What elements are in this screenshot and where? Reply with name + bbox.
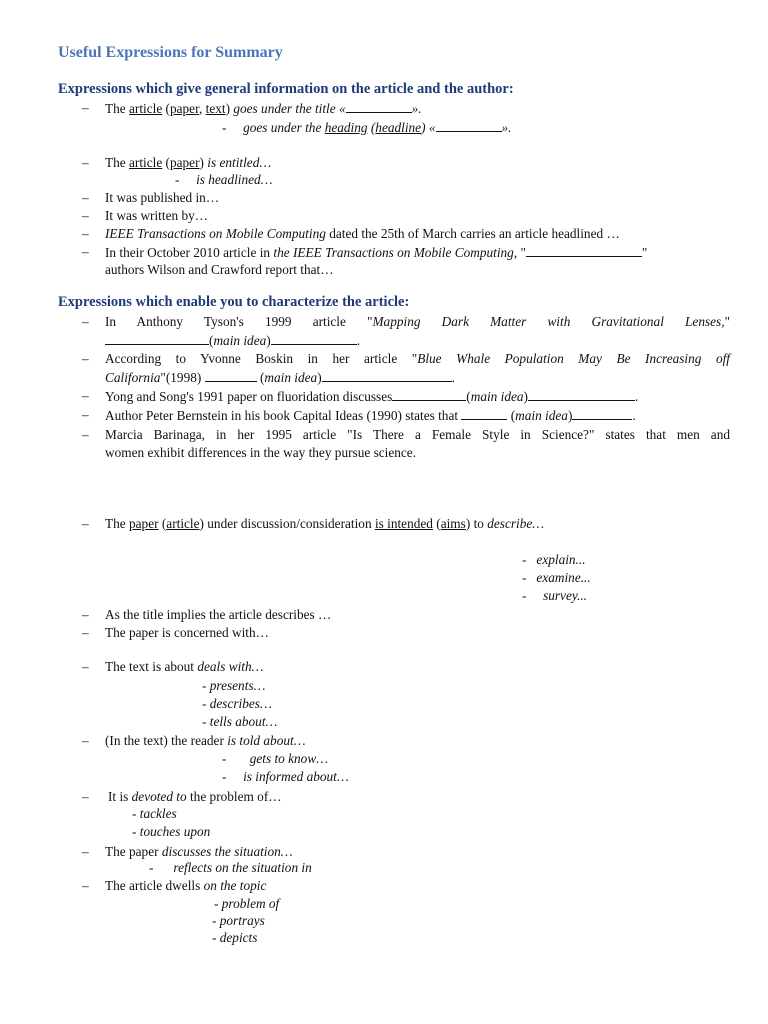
document-page: Useful Expressions for Summary Expressions which give general information on the article and the author: – The article (paper, text) goes under the title « ». - goes under the heading (headline) « ». – The article (paper) is entitled… - is headlined… – It was published in… – It was written by… – IEEE Transactions on Mobile Computing dated the 25th of March carries an article headlined … – In their October 2010 article in the IEEE Transactions on Mobile Computing, " " authors Wilson and Crawford report that… Expressions which enable you to characterize the article: – In Anthony Tyson's 1999 article "Mapping Dark Matter with Gravitational Lenses," (main idea) . – According to Yvonne Boskin in her article "Blue Whale Population May Be Increasing off California"(1998) (main idea) . – Yong and Song's 1991 paper on fluoridation discusses (main idea) . – Author Peter Bernstein in his book Capital Ideas (1990) states that (main idea) . – Marcia Barinaga, in her 1995 article "Is There a Female Style in Science?" states that men and women exhibit differences in the way they pursue science. – The paper (article) under discussion/consideration is intended (aims) to describe… - explain... - examine... - survey... – As the title implies the article describes … – The paper is concerned with… – The text is about deals with… - presents… - describes… - tells about… – (In the text) the reader is told about… - gets to know… - is informed about… – It is devoted to the problem of… - tackles - touches upon – The paper discusses the situation… - reflects on the situation in – The article dwells on the topic - problem of - portrays - depicts	[58, 44, 730, 945]
sub-item: - explain...	[522, 552, 586, 567]
sub-item: - examine...	[522, 570, 591, 585]
sub-item: - is headlined…	[175, 172, 273, 187]
sub-item: - presents…	[202, 678, 266, 693]
sub-item: - problem of	[214, 896, 280, 911]
section-heading-general-info: Expressions which give general information on the article and the author:	[58, 81, 514, 97]
fill-blank	[346, 99, 412, 113]
sub-item: - gets to know…	[222, 751, 329, 766]
sub-item: - tells about…	[202, 714, 278, 729]
bullet-dash: –	[82, 100, 89, 115]
sub-item: - portrays	[212, 913, 265, 928]
fill-blank	[271, 331, 357, 345]
sub-item: - touches upon	[132, 824, 211, 839]
sub-item: - tackles	[132, 806, 177, 821]
sub-item: - reflects on the situation in	[149, 860, 312, 875]
section-heading-characterize: Expressions which enable you to characterize the article:	[58, 294, 410, 310]
sub-item: - depicts	[212, 930, 258, 945]
fill-blank	[572, 406, 632, 420]
fill-blank	[322, 368, 452, 382]
sub-item: - goes under the heading (headline) « ».	[222, 120, 512, 135]
sub-item: - is informed about…	[222, 769, 349, 784]
fill-blank	[526, 243, 642, 257]
document-title: Useful Expressions for Summary	[58, 44, 283, 61]
fill-blank	[105, 331, 209, 345]
sub-item: - describes…	[202, 696, 272, 711]
fill-blank	[392, 387, 466, 401]
fill-blank	[205, 368, 257, 382]
fill-blank	[528, 387, 635, 401]
fill-blank	[461, 406, 507, 420]
sub-item: - survey...	[522, 588, 588, 603]
fill-blank	[436, 118, 502, 132]
